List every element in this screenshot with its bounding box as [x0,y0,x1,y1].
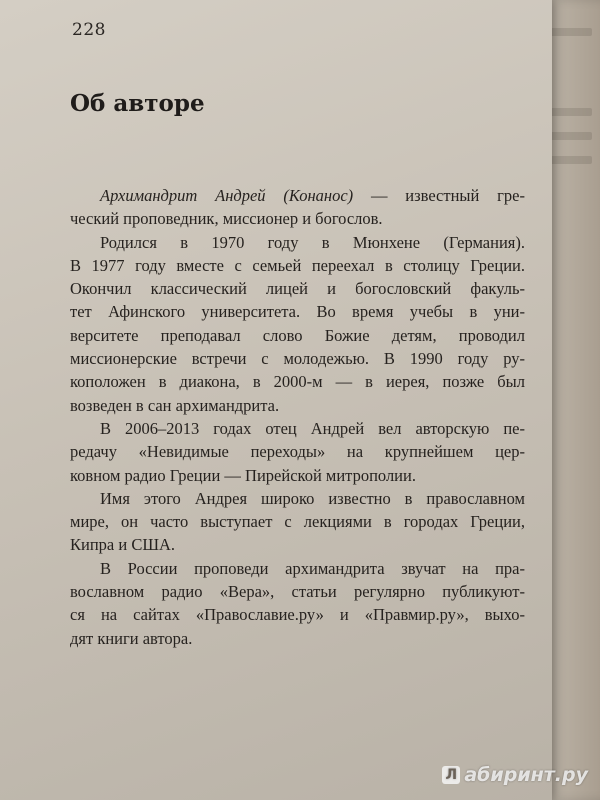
text-line: мире, он часто выступает с лекциями в городах Греции, [70,512,525,532]
adjacent-page-text [546,108,592,116]
text-line: миссионерские встречи с молодежью. В 1990 году ру- [70,349,525,369]
text-line: В 1977 году вместе с семьей переехал в столицу Греции. [70,255,525,275]
watermark-text: абиринт.ру [464,764,588,786]
text-line: тет Афинского университета. Во время учебы в уни- [70,302,525,322]
body-text [70,184,525,650]
text-line: В России проповеди архимандрита звучат на пра- [100,558,525,578]
section-heading: Об авторе [70,90,205,117]
text-line: верситете преподавал слово Божие детям, проводил [70,325,525,345]
text-line: Окончил классический лицей и богословский факуль- [70,279,525,299]
adjacent-page-text [546,28,592,36]
text-line: Имя этого Андрея широко известно в православном [100,488,525,508]
text-line: ся на сайтах «Православие.ру» и «Правмир.ру», выхо- [70,605,525,625]
text-line: возведен в сан архимандрита. [70,395,280,415]
text-line: ковном радио Греции — Пирейской митрополии. [70,465,416,485]
text-line [70,184,525,207]
text-line: коположен в диакона, в 2000-м — в иерея, позже был [70,372,525,392]
text-line: вославном радио «Вера», статьи регулярно публикуют- [70,582,525,602]
watermark [442,764,588,786]
text-line: ческий проповедник, миссионер и богослов. [70,209,383,229]
text-line: Родился в 1970 году в Мюнхене (Германия). [100,232,525,252]
labirint-logo-icon: Л [442,766,460,784]
author-name: Архимандрит Андрей (Конанос) [100,186,354,205]
text-line: Кипра и США. [70,535,176,555]
adjacent-page-text [546,132,592,140]
text-line: дят книги автора. [70,628,193,648]
page-number: 228 [72,20,106,40]
adjacent-page-text [546,156,592,164]
text-line: В 2006–2013 годах отец Андрей вел авторскую пе- [100,418,525,438]
text-fragment: — известный гре- [353,186,525,205]
text-line: редачу «Невидимые переходы» на крупнейшем цер- [70,442,525,462]
